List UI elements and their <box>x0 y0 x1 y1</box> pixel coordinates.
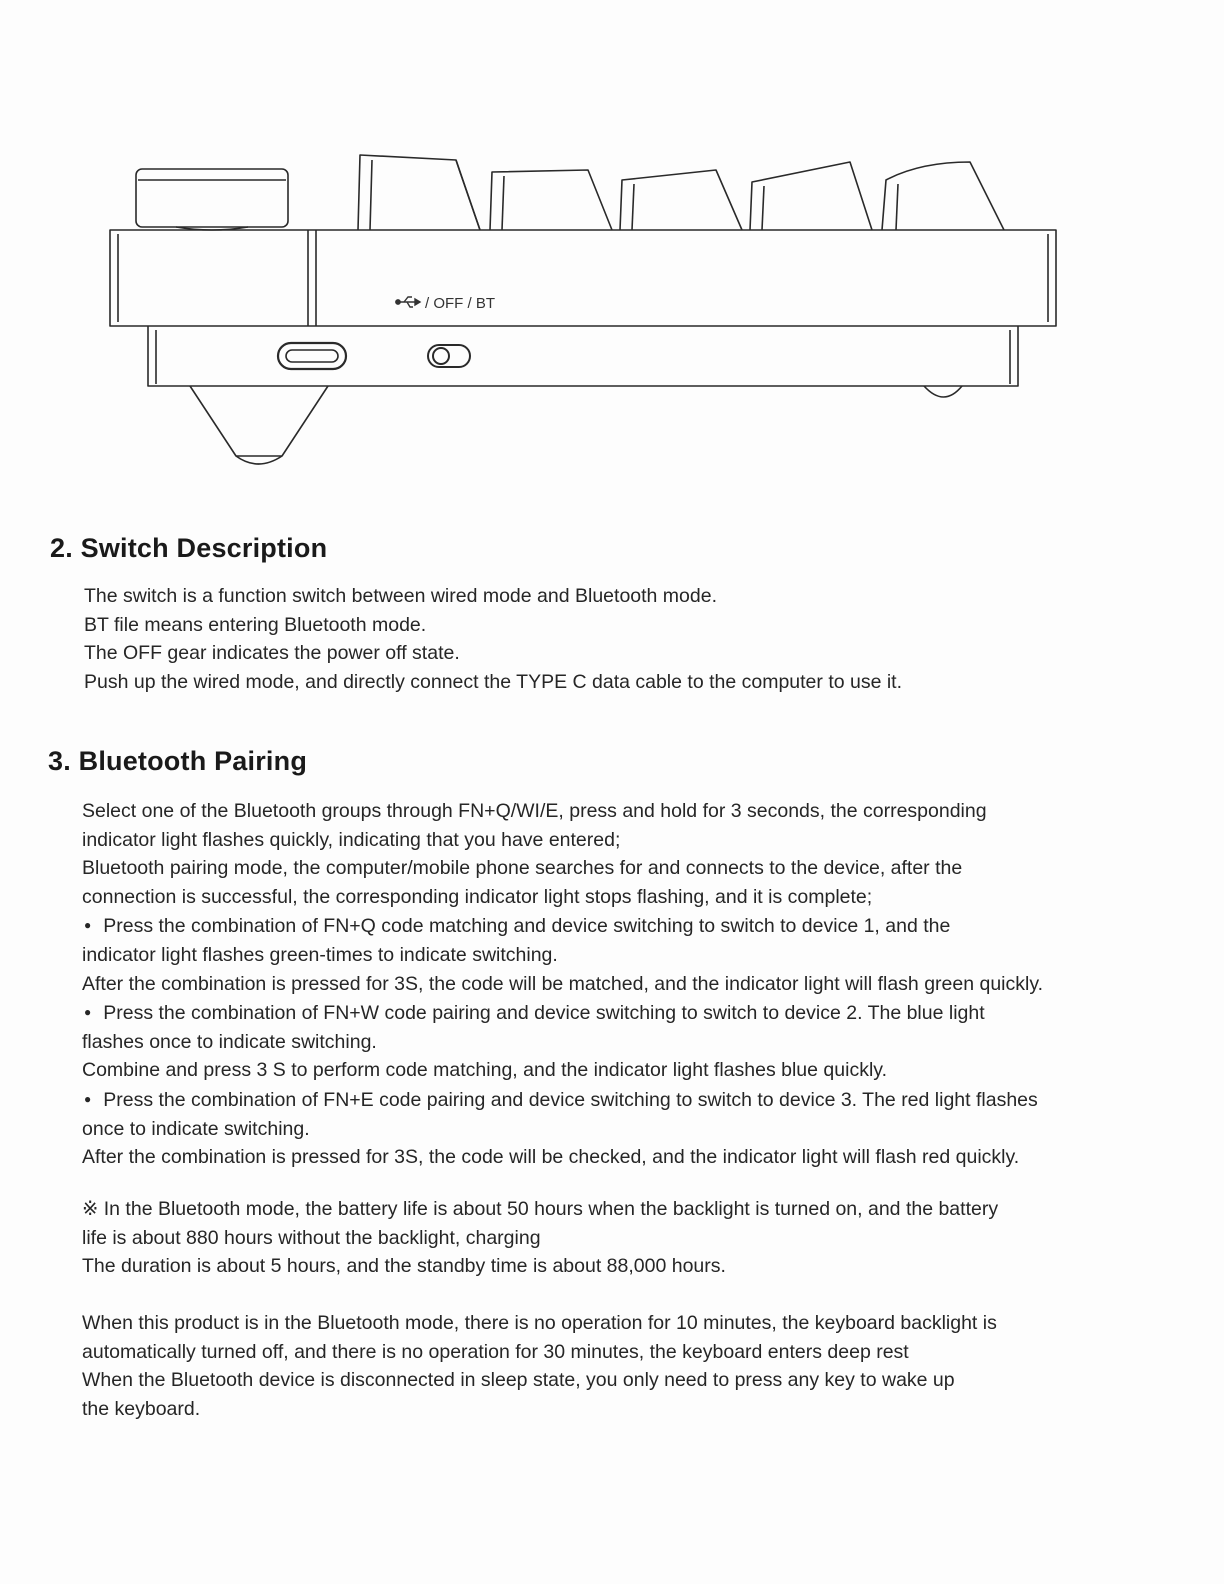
keycap-2 <box>490 170 612 230</box>
section-3-body <box>82 797 1043 1172</box>
body-line: indicator light flashes quickly, indicating that you have entered; <box>82 828 621 851</box>
body-line: once to indicate switching. <box>82 1117 310 1140</box>
body-line: indicator light flashes green-times to indicate switching. <box>82 943 558 966</box>
switch-label: / OFF / BT <box>425 295 495 312</box>
usb-icon <box>396 297 420 307</box>
keycap-4 <box>750 162 872 230</box>
mode-switch-icon <box>428 345 470 367</box>
battery-note <box>82 1195 998 1281</box>
note-line: The duration is about 5 hours, and the standby time is about 88,000 hours. <box>82 1255 726 1278</box>
note-line: the keyboard. <box>82 1397 201 1420</box>
bullet-line: ● Press the combination of FN+E code pairing and device switching to switch to device 3. The red light flashes <box>82 1085 1043 1115</box>
bullet-line: ● Press the combination of FN+W code pairing and device switching to switch to device 2. The blue light <box>82 998 1043 1028</box>
note-line: automatically turned off, and there is no operation for 30 minutes, the keyboard enters deep rest <box>82 1340 909 1363</box>
volume-knob <box>136 169 288 230</box>
keyboard-top-case <box>110 230 1056 326</box>
keyboard-foot-right <box>924 386 962 397</box>
sleep-note <box>82 1309 997 1423</box>
body-line: The OFF gear indicates the power off state. <box>84 642 460 664</box>
body-line: After the combination is pressed for 3S, the code will be matched, and the indicator light will flash green quickly. <box>82 972 1044 995</box>
section-3-title: 3. Bluetooth Pairing <box>48 746 308 776</box>
keycap-3 <box>620 170 742 230</box>
body-line: BT file means entering Bluetooth mode. <box>84 613 427 636</box>
keyboard-side-diagram <box>0 0 1224 500</box>
note-line: When the Bluetooth device is disconnected in sleep state, you only need to press any key to wake up <box>82 1369 955 1392</box>
body-line: Combine and press 3 S to perform code matching, and the indicator light flashes blue quickly. <box>82 1059 887 1082</box>
body-line: The switch is a function switch between wired mode and Bluetooth mode. <box>84 585 718 607</box>
bullet-line: ● Press the combination of FN+Q code matching and device switching to switch to device 1, and the <box>82 911 1043 941</box>
section-2-body <box>84 582 902 696</box>
body-line: Push up the wired mode, and directly connect the TYPE C data cable to the computer to use it. <box>84 670 903 693</box>
body-line: Bluetooth pairing mode, the computer/mobile phone searches for and connects to the device, after the <box>82 857 963 880</box>
usb-c-port-icon <box>278 343 346 369</box>
body-line: connection is successful, the corresponding indicator light stops flashing, and it is complete; <box>82 885 873 908</box>
section-2-title: 2. Switch Description <box>50 533 328 563</box>
body-line: After the combination is pressed for 3S, the code will be checked, and the indicator light will flash red quickly. <box>82 1146 1020 1169</box>
note-line: ※ In the Bluetooth mode, the battery life is about 50 hours when the backlight is turned on, and the battery <box>82 1198 999 1220</box>
body-line: Select one of the Bluetooth groups through FN+Q/WI/E, press and hold for 3 seconds, the corresponding <box>82 800 987 822</box>
body-line: flashes once to indicate switching. <box>82 1030 377 1053</box>
note-line: life is about 880 hours without the backlight, charging <box>82 1226 541 1249</box>
keycap-1 <box>358 155 480 230</box>
note-line: When this product is in the Bluetooth mode, there is no operation for 10 minutes, the keyboard backlight is <box>82 1312 997 1334</box>
keycap-5 <box>882 162 1004 230</box>
keyboard-foot-left <box>190 386 328 464</box>
